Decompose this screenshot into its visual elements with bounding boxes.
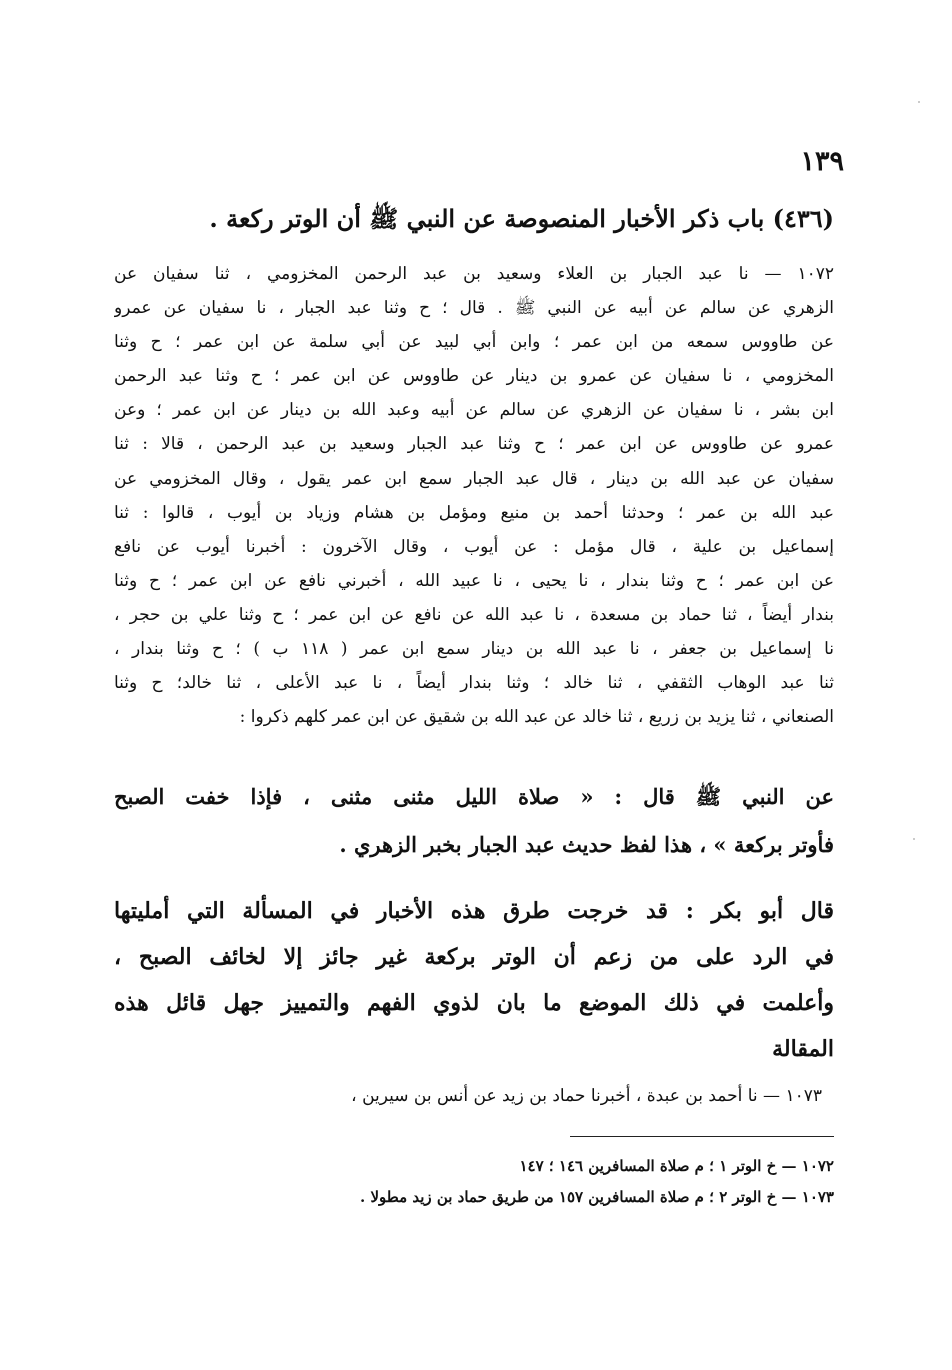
scan-speck <box>918 101 920 103</box>
hadith-1073-opening: ١٠٧٣ — نا أحمد بن عبدة ، أخبرنا حماد بن زيد عن أنس بن سيرين ، <box>351 1086 822 1106</box>
matn-line: فأوتر بركعة » ، هذا لفظ حديث عبد الجبار بخبر الزهري . <box>339 832 834 857</box>
isnad-line: عن طاووس سمعه من ابن عمر ؛ وابن أبي لبيد عن أبي سلمة عن ابن عمر ؛ ح وثنا <box>114 332 834 353</box>
isnad-line: ابن بشر ، نا سفيان عن الزهري عن سالم عن أبيه وعبد الله بن دينار عن ابن عمر ؛ وعن <box>114 400 834 421</box>
commentary-line: وأعلمت في ذلك الموضع ما بان لذوي الفهم والتمييز جهل قائل هذه <box>114 990 834 1016</box>
footnote: ١٠٧٢ — خ الوتر ١ ؛ م صلاة المسافرين ١٤٦ ؛ ١٤٧ <box>519 1157 834 1175</box>
isnad-line: ١٠٧٢ — نا عبد الجبار بن العلاء وسعيد بن عبد الرحمن المخزومي ، ثنا سفيان عن <box>114 264 834 284</box>
author-commentary <box>114 888 834 1072</box>
hadith-1072-isnad <box>114 257 834 734</box>
isnad-line: بندار أيضاً ، ثنا حماد بن مسعدة ، نا عبد الله عن نافع عن ابن عمر ؛ ح وثنا علي بن حجر ، <box>114 604 834 625</box>
isnad-line: المخزومي ، نا سفيان عن عمرو بن دينار عن طاووس عن ابن عمر ؛ ح وثنا عبد الرحمن <box>114 366 834 387</box>
footnotes <box>114 1151 834 1213</box>
isnad-line: ثنا عبد الوهاب الثقفي ، ثنا خالد ؛ وثنا بندار أيضاً ، نا عبد الأعلى ، ثنا خالد؛ ح وثنا <box>114 673 834 694</box>
isnad-line: الزهري عن سالم عن أبيه عن النبي ﷺ . قال ؛ ح وثنا عبد الجبار ، نا سفيان عن عمرو <box>114 298 834 319</box>
matn-line: عن النبي ﷺ قال : « صلاة الليل مثنى مثنى ، فإذا خفت الصبح <box>114 784 834 809</box>
chapter-heading: (٤٣٦) باب ذكر الأخبار المنصوصة عن النبي ﷺ أن الوتر ركعة . <box>209 204 834 233</box>
isnad-line: الصنعاني ، ثنا يزيد بن زريع ، ثنا خالد عن عبد الله بن شقيق عن ابن عمر كلهم ذكروا : <box>239 707 834 728</box>
hadith-1072-matn <box>114 773 834 869</box>
isnad-line: إسماعيل بن علية ، قال مؤمل : عن أيوب ، وقال الآخرون : أخبرنا أيوب عن نافع <box>114 536 834 557</box>
isnad-line: نا إسماعيل بن جعفر ، نا عبد الله بن دينار سمع ابن عمر ( ١١٨ ب ) ؛ ح وثنا بندار ، <box>114 639 834 660</box>
isnad-line: سفيان عن عبد الله بن دينار ، قال عبد الجبار سمع ابن عمر يقول ، وقال المخزومي عن <box>114 468 834 489</box>
commentary-line: في الرد على من زعم أن الوتر بركعة غير جائز إلا لخائف الصبح ، <box>114 944 834 970</box>
commentary-line: المقالة <box>772 1036 834 1062</box>
footnote: ١٠٧٣ — خ الوتر ٢ ؛ م صلاة المسافرين ١٥٧ من طريق حماد بن زيد مطولا . <box>360 1188 834 1206</box>
commentary-line: قال أبو بكر : قد خرجت طرق هذه الأخبار في المسألة التي أمليتها <box>114 898 834 924</box>
footnote-divider <box>570 1136 834 1137</box>
isnad-line: عبد الله بن عمر ؛ وحدثنا أحمد بن منيع ومؤمل بن هشام وزياد بن أيوب ، قالوا : ثنا <box>114 502 834 523</box>
scan-speck <box>913 838 915 840</box>
isnad-line: عمرو عن طاووس عن ابن عمر ؛ ح وثنا عبد الجبار وسعيد بن عبد الرحمن ، قالا : ثنا <box>114 434 834 455</box>
page-number: ١٣٩ <box>800 146 844 177</box>
isnad-line: عن ابن عمر ؛ ح وثنا بندار ، نا يحيى ، نا عبيد الله ، أخبرني نافع عن ابن عمر ؛ ح وثنا <box>114 570 834 591</box>
